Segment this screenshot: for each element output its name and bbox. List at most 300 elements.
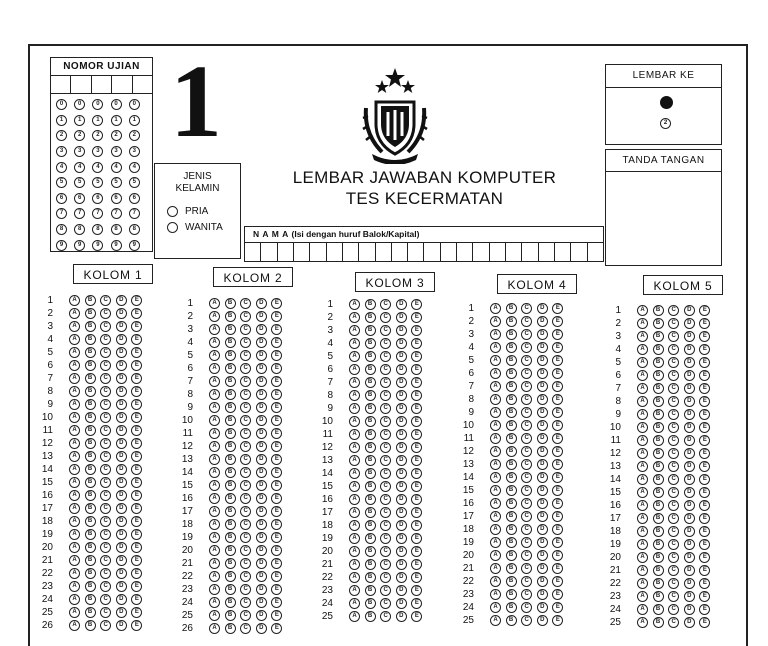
answer-bubble[interactable]: E [131,490,142,501]
answer-bubble[interactable]: D [396,416,407,427]
answer-bubble[interactable]: E [271,376,282,387]
digit-bubble[interactable]: 2 [111,130,122,141]
answer-bubble[interactable]: C [380,312,391,323]
digit-bubble[interactable]: 2 [129,130,140,141]
answer-bubble[interactable]: A [490,511,501,522]
answer-bubble[interactable]: C [521,407,532,418]
answer-bubble[interactable]: A [637,370,648,381]
answer-bubble[interactable]: A [490,537,501,548]
answer-bubble[interactable]: D [256,441,267,452]
answer-bubble[interactable]: D [537,589,548,600]
answer-bubble[interactable]: A [490,576,501,587]
answer-bubble[interactable]: C [240,610,251,621]
answer-bubble[interactable]: E [411,598,422,609]
gender-option-pria[interactable] [167,206,240,217]
answer-bubble[interactable]: B [365,429,376,440]
answer-bubble[interactable]: B [365,364,376,375]
answer-bubble[interactable]: B [506,303,517,314]
digit-bubble[interactable]: 0 [56,99,67,110]
tanda-tangan-box[interactable] [605,149,722,266]
answer-bubble[interactable]: A [490,563,501,574]
answer-bubble[interactable]: D [396,585,407,596]
answer-bubble[interactable]: A [637,331,648,342]
answer-bubble[interactable]: C [668,487,679,498]
answer-bubble[interactable]: D [684,396,695,407]
answer-bubble[interactable]: A [637,357,648,368]
answer-bubble[interactable]: C [380,390,391,401]
answer-bubble[interactable]: A [490,303,501,314]
answer-bubble[interactable]: C [668,422,679,433]
answer-bubble[interactable]: E [131,594,142,605]
answer-bubble[interactable]: A [69,477,80,488]
answer-bubble[interactable]: A [490,355,501,366]
answer-bubble[interactable]: C [240,415,251,426]
answer-bubble[interactable]: E [411,533,422,544]
answer-bubble[interactable]: A [349,598,360,609]
answer-bubble[interactable]: E [411,442,422,453]
answer-bubble[interactable]: E [131,568,142,579]
answer-bubble[interactable]: C [668,344,679,355]
answer-bubble[interactable]: E [552,420,563,431]
answer-bubble[interactable]: B [653,448,664,459]
answer-bubble[interactable]: E [271,506,282,517]
answer-bubble[interactable]: E [699,513,710,524]
answer-bubble[interactable]: B [365,468,376,479]
answer-bubble[interactable]: C [521,615,532,626]
answer-bubble[interactable]: C [100,373,111,384]
digit-bubble[interactable]: 6 [111,193,122,204]
nama-cell[interactable] [408,243,424,262]
answer-bubble[interactable]: B [225,467,236,478]
answer-bubble[interactable]: D [537,498,548,509]
answer-bubble[interactable]: C [100,295,111,306]
answer-bubble[interactable]: C [100,490,111,501]
answer-bubble[interactable]: B [365,455,376,466]
answer-bubble[interactable]: B [653,539,664,550]
answer-bubble[interactable]: A [69,464,80,475]
answer-bubble[interactable]: E [552,329,563,340]
answer-bubble[interactable]: B [365,585,376,596]
digit-bubble[interactable]: 8 [129,224,140,235]
answer-bubble[interactable]: A [637,565,648,576]
answer-bubble[interactable]: B [653,578,664,589]
answer-bubble[interactable]: A [209,350,220,361]
digit-bubble[interactable]: 2 [56,130,67,141]
answer-bubble[interactable]: E [131,503,142,514]
answer-bubble[interactable]: B [365,481,376,492]
answer-bubble[interactable]: A [209,623,220,634]
answer-bubble[interactable]: E [411,429,422,440]
answer-bubble[interactable]: D [537,459,548,470]
answer-bubble[interactable]: B [85,334,96,345]
answer-bubble[interactable]: E [699,357,710,368]
answer-bubble[interactable]: C [240,506,251,517]
answer-bubble[interactable]: A [637,383,648,394]
answer-bubble[interactable]: A [209,376,220,387]
answer-bubble[interactable]: B [506,550,517,561]
answer-bubble[interactable]: D [256,571,267,582]
answer-bubble[interactable]: B [653,409,664,420]
answer-bubble[interactable]: D [256,480,267,491]
answer-bubble[interactable]: A [349,403,360,414]
answer-bubble[interactable]: A [637,604,648,615]
answer-bubble[interactable]: B [365,520,376,531]
answer-bubble[interactable]: D [116,438,127,449]
nama-cell[interactable] [441,243,457,262]
answer-bubble[interactable]: C [521,316,532,327]
answer-bubble[interactable]: D [116,542,127,553]
answer-bubble[interactable]: A [349,455,360,466]
answer-bubble[interactable]: E [131,620,142,631]
answer-bubble[interactable]: C [100,321,111,332]
answer-bubble[interactable]: B [653,383,664,394]
answer-bubble[interactable]: E [131,321,142,332]
answer-bubble[interactable]: E [131,477,142,488]
answer-bubble[interactable]: C [100,594,111,605]
answer-bubble[interactable]: E [271,467,282,478]
answer-bubble[interactable]: B [85,555,96,566]
answer-bubble[interactable]: D [116,451,127,462]
answer-bubble[interactable]: D [537,342,548,353]
answer-bubble[interactable]: E [552,485,563,496]
digit-bubble[interactable]: 3 [56,146,67,157]
answer-bubble[interactable]: B [225,480,236,491]
answer-bubble[interactable]: D [684,578,695,589]
answer-bubble[interactable]: E [271,402,282,413]
answer-bubble[interactable]: D [116,568,127,579]
answer-bubble[interactable]: A [637,435,648,446]
answer-bubble[interactable]: C [521,394,532,405]
answer-bubble[interactable]: B [653,604,664,615]
answer-bubble[interactable]: A [490,446,501,457]
answer-bubble[interactable]: B [365,572,376,583]
answer-bubble[interactable]: B [365,611,376,622]
answer-bubble[interactable]: C [668,591,679,602]
answer-bubble[interactable]: B [85,568,96,579]
answer-bubble[interactable]: D [396,533,407,544]
digit-bubble[interactable]: 1 [111,115,122,126]
answer-bubble[interactable]: C [521,485,532,496]
answer-bubble[interactable]: C [100,477,111,488]
answer-bubble[interactable]: A [69,594,80,605]
answer-bubble[interactable]: E [271,610,282,621]
answer-bubble[interactable]: C [380,572,391,583]
answer-bubble[interactable]: B [85,607,96,618]
answer-bubble[interactable]: E [411,403,422,414]
answer-bubble[interactable]: D [684,305,695,316]
answer-bubble[interactable]: D [684,526,695,537]
answer-bubble[interactable]: D [684,513,695,524]
answer-bubble[interactable]: B [365,403,376,414]
answer-bubble[interactable]: E [271,480,282,491]
answer-bubble[interactable]: A [490,485,501,496]
answer-bubble[interactable]: A [637,344,648,355]
answer-bubble[interactable]: C [100,438,111,449]
nama-cell[interactable] [376,243,392,262]
answer-bubble[interactable]: E [699,552,710,563]
digit-bubble[interactable]: 6 [92,193,103,204]
answer-bubble[interactable]: B [365,442,376,453]
answer-bubble[interactable]: C [100,399,111,410]
answer-bubble[interactable]: B [225,298,236,309]
nama-cell[interactable] [490,243,506,262]
answer-bubble[interactable]: D [116,464,127,475]
answer-bubble[interactable]: C [380,351,391,362]
answer-bubble[interactable]: D [396,377,407,388]
answer-bubble[interactable]: E [411,338,422,349]
answer-bubble[interactable]: B [225,519,236,530]
answer-bubble[interactable]: C [240,480,251,491]
answer-bubble[interactable]: D [256,545,267,556]
answer-bubble[interactable]: B [506,511,517,522]
answer-bubble[interactable]: B [225,597,236,608]
answer-bubble[interactable]: E [131,451,142,462]
answer-bubble[interactable]: A [209,506,220,517]
nama-entry-cells[interactable] [245,243,603,262]
answer-bubble[interactable]: B [653,318,664,329]
answer-bubble[interactable]: A [490,498,501,509]
answer-bubble[interactable]: A [209,467,220,478]
answer-bubble[interactable]: A [209,298,220,309]
answer-bubble[interactable]: E [411,325,422,336]
answer-bubble[interactable]: C [380,364,391,375]
answer-bubble[interactable]: E [552,394,563,405]
answer-bubble[interactable]: B [506,316,517,327]
answer-bubble[interactable]: C [521,472,532,483]
nomor-cell[interactable] [112,76,132,93]
answer-bubble[interactable]: B [365,533,376,544]
answer-bubble[interactable]: C [100,529,111,540]
answer-bubble[interactable]: C [380,598,391,609]
answer-bubble[interactable]: B [365,351,376,362]
answer-bubble[interactable]: E [552,381,563,392]
answer-bubble[interactable]: C [240,467,251,478]
answer-bubble[interactable]: C [521,342,532,353]
answer-bubble[interactable]: B [653,565,664,576]
answer-bubble[interactable]: D [537,355,548,366]
answer-bubble[interactable]: C [380,559,391,570]
answer-bubble[interactable]: E [699,461,710,472]
answer-bubble[interactable]: D [537,550,548,561]
answer-bubble[interactable]: A [69,438,80,449]
answer-bubble[interactable]: E [271,493,282,504]
answer-bubble[interactable]: D [116,295,127,306]
answer-bubble[interactable]: A [209,558,220,569]
answer-bubble[interactable]: C [380,533,391,544]
answer-bubble[interactable]: D [396,546,407,557]
answer-bubble[interactable]: C [521,511,532,522]
digit-bubble[interactable]: 1 [129,115,140,126]
answer-bubble[interactable]: A [349,546,360,557]
answer-bubble[interactable]: B [225,402,236,413]
answer-bubble[interactable]: E [552,550,563,561]
answer-bubble[interactable]: B [365,416,376,427]
answer-bubble[interactable]: B [365,494,376,505]
digit-bubble[interactable]: 3 [111,146,122,157]
answer-bubble[interactable]: A [349,390,360,401]
answer-bubble[interactable]: C [668,370,679,381]
answer-bubble[interactable]: E [699,331,710,342]
answer-bubble[interactable]: C [240,363,251,374]
answer-bubble[interactable]: A [637,396,648,407]
digit-bubble[interactable]: 0 [74,99,85,110]
answer-bubble[interactable]: C [240,402,251,413]
answer-bubble[interactable]: E [552,342,563,353]
answer-bubble[interactable]: A [209,324,220,335]
answer-bubble[interactable]: D [684,474,695,485]
answer-bubble[interactable]: C [380,611,391,622]
answer-bubble[interactable]: D [116,594,127,605]
answer-bubble[interactable]: C [521,498,532,509]
answer-bubble[interactable]: A [349,377,360,388]
answer-bubble[interactable]: A [209,402,220,413]
answer-bubble[interactable]: E [131,373,142,384]
answer-bubble[interactable]: E [131,529,142,540]
answer-bubble[interactable]: B [506,407,517,418]
answer-bubble[interactable]: C [668,318,679,329]
digit-bubble[interactable]: 8 [111,224,122,235]
answer-bubble[interactable]: D [256,558,267,569]
answer-bubble[interactable]: B [365,559,376,570]
digit-bubble[interactable]: 7 [74,208,85,219]
answer-bubble[interactable]: E [552,433,563,444]
answer-bubble[interactable]: A [637,461,648,472]
answer-bubble[interactable]: C [668,513,679,524]
answer-bubble[interactable]: D [684,318,695,329]
answer-bubble[interactable]: D [537,368,548,379]
answer-bubble[interactable]: C [380,494,391,505]
answer-bubble[interactable]: D [256,337,267,348]
answer-bubble[interactable]: A [490,381,501,392]
answer-bubble[interactable]: D [537,576,548,587]
answer-bubble[interactable]: D [537,433,548,444]
answer-bubble[interactable]: C [380,299,391,310]
digit-bubble[interactable]: 4 [74,162,85,173]
answer-bubble[interactable]: E [411,520,422,531]
answer-bubble[interactable]: B [365,507,376,518]
answer-bubble[interactable]: D [396,611,407,622]
answer-bubble[interactable]: B [85,360,96,371]
answer-bubble[interactable]: D [396,403,407,414]
answer-bubble[interactable]: E [552,498,563,509]
answer-bubble[interactable]: B [225,441,236,452]
answer-bubble[interactable]: C [521,550,532,561]
answer-bubble[interactable]: C [240,584,251,595]
answer-bubble[interactable]: A [490,329,501,340]
answer-bubble[interactable]: E [552,459,563,470]
answer-bubble[interactable]: E [411,559,422,570]
answer-bubble[interactable]: B [653,331,664,342]
answer-bubble[interactable]: A [349,442,360,453]
digit-bubble[interactable]: 3 [92,146,103,157]
answer-bubble[interactable]: C [521,381,532,392]
answer-bubble[interactable]: C [521,420,532,431]
answer-bubble[interactable]: C [380,442,391,453]
answer-bubble[interactable]: B [506,576,517,587]
answer-bubble[interactable]: A [69,529,80,540]
answer-bubble[interactable]: B [225,454,236,465]
answer-bubble[interactable]: A [490,433,501,444]
answer-bubble[interactable]: A [349,494,360,505]
digit-bubble[interactable]: 5 [111,177,122,188]
answer-bubble[interactable]: A [209,532,220,543]
answer-bubble[interactable]: C [668,604,679,615]
digit-bubble[interactable]: 1 [92,115,103,126]
digit-bubble[interactable]: 9 [56,240,67,251]
answer-bubble[interactable]: C [100,464,111,475]
answer-bubble[interactable]: B [506,537,517,548]
answer-bubble[interactable]: B [506,472,517,483]
answer-bubble[interactable]: B [506,563,517,574]
answer-bubble[interactable]: B [653,474,664,485]
answer-bubble[interactable]: C [100,581,111,592]
answer-bubble[interactable]: E [411,507,422,518]
answer-bubble[interactable]: C [380,338,391,349]
answer-bubble[interactable]: E [699,565,710,576]
answer-bubble[interactable]: D [116,503,127,514]
answer-bubble[interactable]: A [69,399,80,410]
answer-bubble[interactable]: E [271,597,282,608]
answer-bubble[interactable]: C [380,546,391,557]
answer-bubble[interactable]: D [396,312,407,323]
answer-bubble[interactable]: E [552,524,563,535]
answer-bubble[interactable]: A [209,545,220,556]
answer-bubble[interactable]: D [116,373,127,384]
answer-bubble[interactable]: C [240,493,251,504]
digit-bubble[interactable]: 4 [56,162,67,173]
answer-bubble[interactable]: C [521,329,532,340]
answer-bubble[interactable]: B [85,490,96,501]
answer-bubble[interactable]: A [490,602,501,613]
answer-bubble[interactable]: A [490,524,501,535]
answer-bubble[interactable]: D [684,461,695,472]
answer-bubble[interactable]: D [684,409,695,420]
nomor-cell[interactable] [92,76,112,93]
answer-bubble[interactable]: C [521,576,532,587]
answer-bubble[interactable]: B [85,503,96,514]
answer-bubble[interactable]: B [85,373,96,384]
digit-bubble[interactable]: 6 [129,193,140,204]
answer-bubble[interactable]: C [240,519,251,530]
answer-bubble[interactable]: A [69,412,80,423]
answer-bubble[interactable]: B [506,485,517,496]
digit-bubble[interactable]: 4 [129,162,140,173]
answer-bubble[interactable]: B [365,338,376,349]
answer-bubble[interactable]: D [256,376,267,387]
answer-bubble[interactable]: B [506,342,517,353]
answer-bubble[interactable]: D [396,559,407,570]
answer-bubble[interactable]: C [668,305,679,316]
answer-bubble[interactable]: A [69,490,80,501]
digit-bubble[interactable]: 5 [129,177,140,188]
answer-bubble[interactable]: D [684,331,695,342]
answer-bubble[interactable]: A [490,368,501,379]
answer-bubble[interactable]: B [85,594,96,605]
digit-bubble[interactable]: 8 [74,224,85,235]
answer-bubble[interactable]: C [668,357,679,368]
answer-bubble[interactable]: A [349,533,360,544]
answer-bubble[interactable]: A [209,584,220,595]
answer-bubble[interactable]: A [69,620,80,631]
lembar-option-1-filled[interactable] [660,96,673,109]
answer-bubble[interactable]: D [396,468,407,479]
answer-bubble[interactable]: E [271,324,282,335]
digit-bubble[interactable]: 7 [56,208,67,219]
answer-bubble[interactable]: E [699,448,710,459]
answer-bubble[interactable]: E [271,558,282,569]
answer-bubble[interactable]: B [225,311,236,322]
answer-bubble[interactable]: E [411,377,422,388]
